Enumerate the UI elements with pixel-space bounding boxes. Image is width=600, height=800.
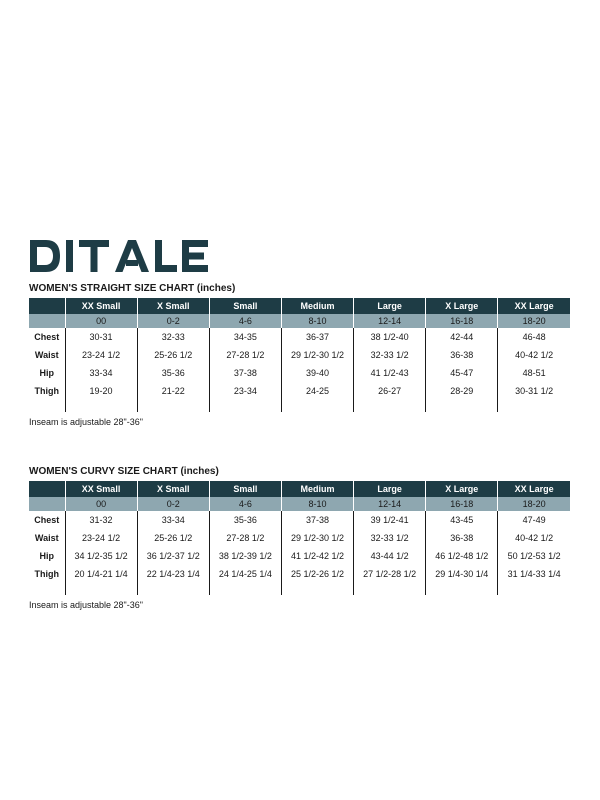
table-cell: 32-33 1/2 (354, 346, 426, 364)
table-cell: 26-27 (354, 382, 426, 400)
table-spacer-row (29, 400, 570, 412)
row-label: Chest (34, 515, 60, 525)
table-cell: 23-24 1/2 (65, 346, 137, 364)
table-cell: 21-22 (137, 382, 209, 400)
row-label: Waist (34, 350, 59, 360)
table-cell: 37-38 (209, 364, 281, 382)
spacer-cell (137, 400, 209, 412)
size-header: Medium (281, 298, 353, 314)
table-cell: 27-28 1/2 (209, 346, 281, 364)
spacer-cell (209, 400, 281, 412)
size-number: 0-2 (137, 314, 209, 328)
table-cell: 23-24 1/2 (65, 529, 137, 547)
size-header: Large (354, 481, 426, 497)
table-cell: 43-44 1/2 (354, 547, 426, 565)
table-cell: 41 1/2-43 (354, 364, 426, 382)
curvy-size-chart (29, 465, 570, 611)
table-cell: 24 1/4-25 1/4 (209, 565, 281, 583)
table-row (29, 364, 570, 382)
table-cell: 36-38 (426, 346, 498, 364)
table-cell: 24-25 (281, 382, 353, 400)
table-cell: 25 1/2-26 1/2 (281, 565, 353, 583)
table-row (29, 547, 570, 565)
table-cell: 20 1/4-21 1/4 (65, 565, 137, 583)
ditale-logo (30, 240, 208, 272)
inseam-note: Inseam is adjustable 28"-36" (29, 600, 143, 610)
table-cell: 38 1/2-39 1/2 (209, 547, 281, 565)
chart-title: WOMEN'S CURVY SIZE CHART (inches) (29, 466, 219, 477)
table-row (29, 346, 570, 364)
table-cell: 25-26 1/2 (137, 529, 209, 547)
table-cell: 37-38 (281, 511, 353, 529)
spacer-cell (426, 583, 498, 595)
size-number: 12-14 (354, 314, 426, 328)
table-cell: 38 1/2-40 (354, 328, 426, 346)
size-header: XX Small (65, 481, 137, 497)
size-header: Large (354, 298, 426, 314)
table-cell: 47-49 (498, 511, 570, 529)
size-number: 18-20 (498, 497, 570, 511)
spacer-cell (498, 400, 570, 412)
size-number: 4-6 (209, 497, 281, 511)
row-label: Waist (34, 533, 59, 543)
spacer-cell (65, 400, 137, 412)
spacer-cell (354, 583, 426, 595)
table-cell: 19-20 (65, 382, 137, 400)
table-cell: 32-33 1/2 (354, 529, 426, 547)
row-label: Hip (39, 368, 54, 378)
spacer-cell (498, 583, 570, 595)
number-corner (29, 497, 65, 511)
size-number: 00 (65, 497, 137, 511)
table-cell: 23-34 (209, 382, 281, 400)
table-cell: 36-38 (426, 529, 498, 547)
size-header: X Small (137, 298, 209, 314)
table-cell: 48-51 (498, 364, 570, 382)
spacer-cell (281, 400, 353, 412)
size-number: 18-20 (498, 314, 570, 328)
table-row (29, 328, 570, 346)
table-cell: 33-34 (65, 364, 137, 382)
size-number: 0-2 (137, 497, 209, 511)
table-cell: 40-42 1/2 (498, 346, 570, 364)
table-row (29, 529, 570, 547)
size-header: X Small (137, 481, 209, 497)
header-corner (29, 298, 65, 314)
size-header: XX Large (498, 298, 570, 314)
size-number: 4-6 (209, 314, 281, 328)
table-cell: 45-47 (426, 364, 498, 382)
table-cell: 33-34 (137, 511, 209, 529)
table-cell: 29 1/4-30 1/4 (426, 565, 498, 583)
number-corner (29, 314, 65, 328)
size-number: 00 (65, 314, 137, 328)
spacer-cell (137, 583, 209, 595)
table-cell: 30-31 (65, 328, 137, 346)
table-cell: 43-45 (426, 511, 498, 529)
table-cell: 41 1/2-42 1/2 (281, 547, 353, 565)
table-cell: 34-35 (209, 328, 281, 346)
size-header-row (29, 298, 570, 314)
table-cell: 28-29 (426, 382, 498, 400)
size-number: 16-18 (426, 497, 498, 511)
table-row (29, 511, 570, 529)
table-cell: 25-26 1/2 (137, 346, 209, 364)
table-cell: 35-36 (137, 364, 209, 382)
size-header: Small (209, 298, 281, 314)
size-header: XX Small (65, 298, 137, 314)
table-cell: 36 1/2-37 1/2 (137, 547, 209, 565)
table-row (29, 565, 570, 583)
table-cell: 31 1/4-33 1/4 (498, 565, 570, 583)
table-cell: 42-44 (426, 328, 498, 346)
size-table (29, 298, 570, 412)
size-header: XX Large (498, 481, 570, 497)
table-cell: 46-48 (498, 328, 570, 346)
table-cell: 30-31 1/2 (498, 382, 570, 400)
row-label: Chest (34, 332, 60, 342)
spacer-cell (426, 400, 498, 412)
table-cell: 50 1/2-53 1/2 (498, 547, 570, 565)
table-cell: 46 1/2-48 1/2 (426, 547, 498, 565)
size-table (29, 481, 570, 595)
size-number: 12-14 (354, 497, 426, 511)
table-cell: 29 1/2-30 1/2 (281, 346, 353, 364)
table-cell: 27-28 1/2 (209, 529, 281, 547)
table-cell: 34 1/2-35 1/2 (65, 547, 137, 565)
size-number: 16-18 (426, 314, 498, 328)
spacer-cell (29, 400, 65, 412)
table-cell: 32-33 (137, 328, 209, 346)
size-number: 8-10 (281, 497, 353, 511)
size-header: X Large (426, 481, 498, 497)
table-cell: 35-36 (209, 511, 281, 529)
table-row (29, 382, 570, 400)
size-header: Medium (281, 481, 353, 497)
table-cell: 40-42 1/2 (498, 529, 570, 547)
spacer-cell (29, 583, 65, 595)
size-header-row (29, 481, 570, 497)
size-header: X Large (426, 298, 498, 314)
header-corner (29, 481, 65, 497)
spacer-cell (354, 400, 426, 412)
chart-title: WOMEN'S STRAIGHT SIZE CHART (inches) (29, 283, 236, 294)
table-spacer-row (29, 583, 570, 595)
spacer-cell (281, 583, 353, 595)
size-number-row (29, 497, 570, 511)
spacer-cell (65, 583, 137, 595)
inseam-note: Inseam is adjustable 28"-36" (29, 417, 143, 427)
straight-size-chart (29, 282, 570, 428)
size-number: 8-10 (281, 314, 353, 328)
table-cell: 36-37 (281, 328, 353, 346)
row-label: Thigh (34, 386, 59, 396)
table-cell: 29 1/2-30 1/2 (281, 529, 353, 547)
table-cell: 39-40 (281, 364, 353, 382)
table-cell: 22 1/4-23 1/4 (137, 565, 209, 583)
spacer-cell (209, 583, 281, 595)
table-cell: 39 1/2-41 (354, 511, 426, 529)
table-cell: 27 1/2-28 1/2 (354, 565, 426, 583)
size-header: Small (209, 481, 281, 497)
size-number-row (29, 314, 570, 328)
row-label: Thigh (34, 569, 59, 579)
table-cell: 31-32 (65, 511, 137, 529)
row-label: Hip (39, 551, 54, 561)
